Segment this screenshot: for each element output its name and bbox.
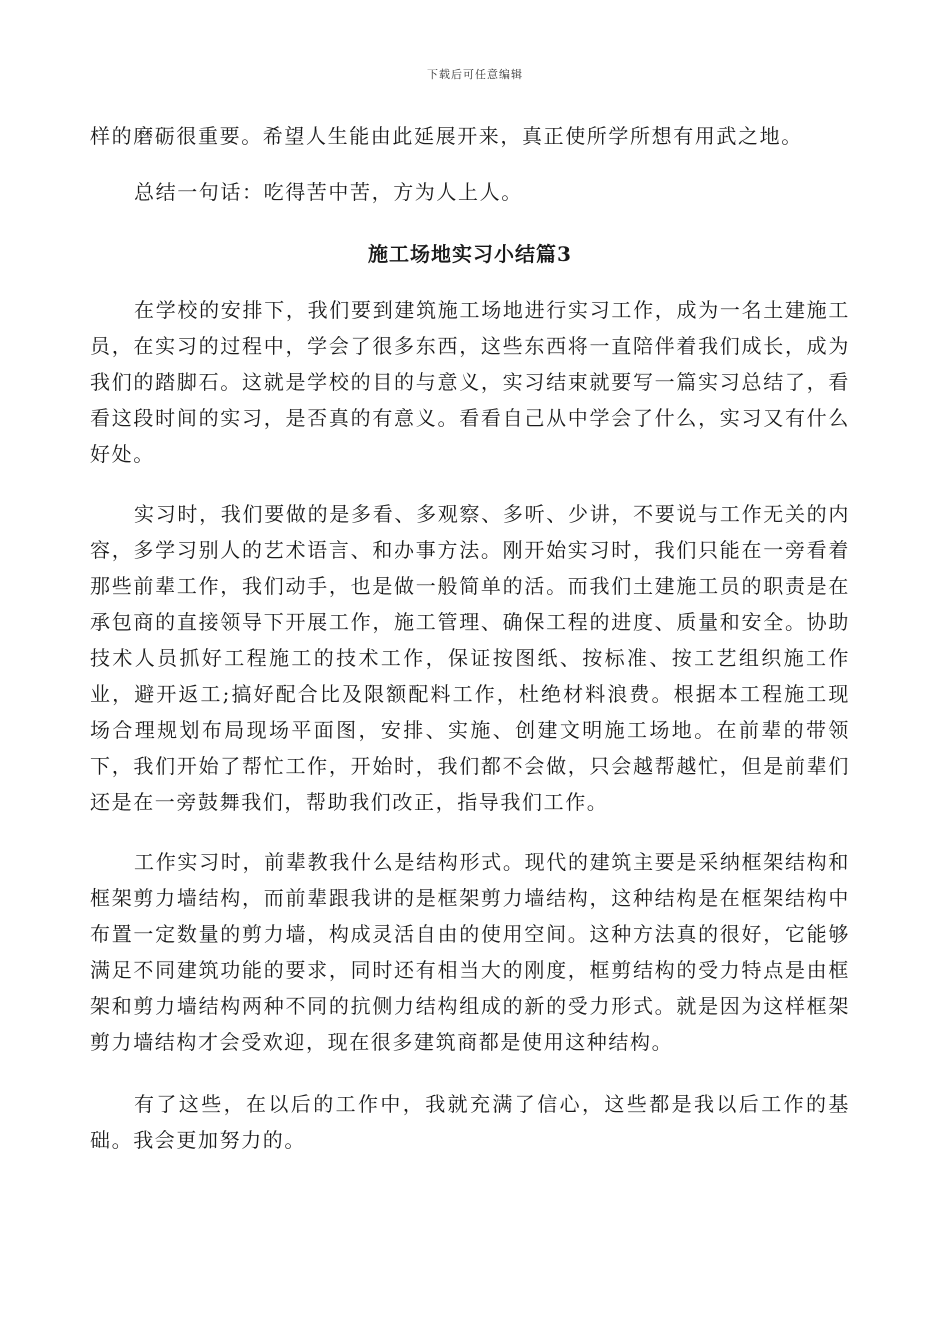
body-paragraph-2: 实习时，我们要做的是多看、多观察、多听、少讲，不要说与工作无关的内容，多学习别人的艺术语言、和办事方法。刚开始实习时，我们只能在一旁看着那些前辈工作，我们动手，也是做一般简单的活。而我们土建施工员的职责是在承包商的直接领导下开展工作，施工管理、确保工程的进度、质量和安全。协助技术人员抓好工程施工的技术工作，保证按图纸、按标准、按工艺组织施工作业，避开返工;搞好配合比及限额配料工作，杜绝材料浪费。根据本工程施工现场合理规划布局现场平面图，安排、实施、创建文明施工场地。在前辈的带领下，我们开始了帮忙工作，开始时，我们都不会做，只会越帮越忙，但是前辈们还是在一旁鼓舞我们，帮助我们改正，指导我们工作。 [90, 502, 850, 814]
continued-paragraph: 样的磨砺很重要。希望人生能由此延展开来，真正使所学所想有用武之地。 [90, 124, 803, 148]
summary-line: 总结一句话：吃得苦中苦，方为人上人。 [134, 180, 523, 204]
body-paragraph-3: 工作实习时，前辈教我什么是结构形式。现代的建筑主要是采纳框架结构和框架剪力墙结构，而前辈跟我讲的是框架剪力墙结构，这种结构是在框架结构中布置一定数量的剪力墙，构成灵活自由的使用空间。这种方法真的很好，它能够满足不同建筑功能的要求，同时还有相当大的刚度，框剪结构的受力特点是由框架和剪力墙结构两种不同的抗侧力结构组成的新的受力形式。就是因为这样框架剪力墙结构才会受欢迎，现在很多建筑商都是使用这种结构。 [90, 850, 850, 1054]
document-body [90, 118, 850, 1158]
body-paragraph-4: 有了这些，在以后的工作中，我就充满了信心，这些都是我以后工作的基础。我会更加努力的。 [90, 1092, 850, 1152]
page-header-note: 下载后可任意编辑 [427, 68, 523, 81]
body-paragraph-1: 在学校的安排下，我们要到建筑施工场地进行实习工作，成为一名土建施工员，在实习的过程中，学会了很多东西，这些东西将一直陪伴着我们成长，成为我们的踏脚石。这就是学校的目的与意义，实习结束就要写一篇实习总结了，看看这段时间的实习，是否真的有意义。看看自己从中学会了什么，实习又有什么好处。 [90, 298, 850, 466]
section-title: 施工场地实习小结篇3 [368, 242, 572, 266]
